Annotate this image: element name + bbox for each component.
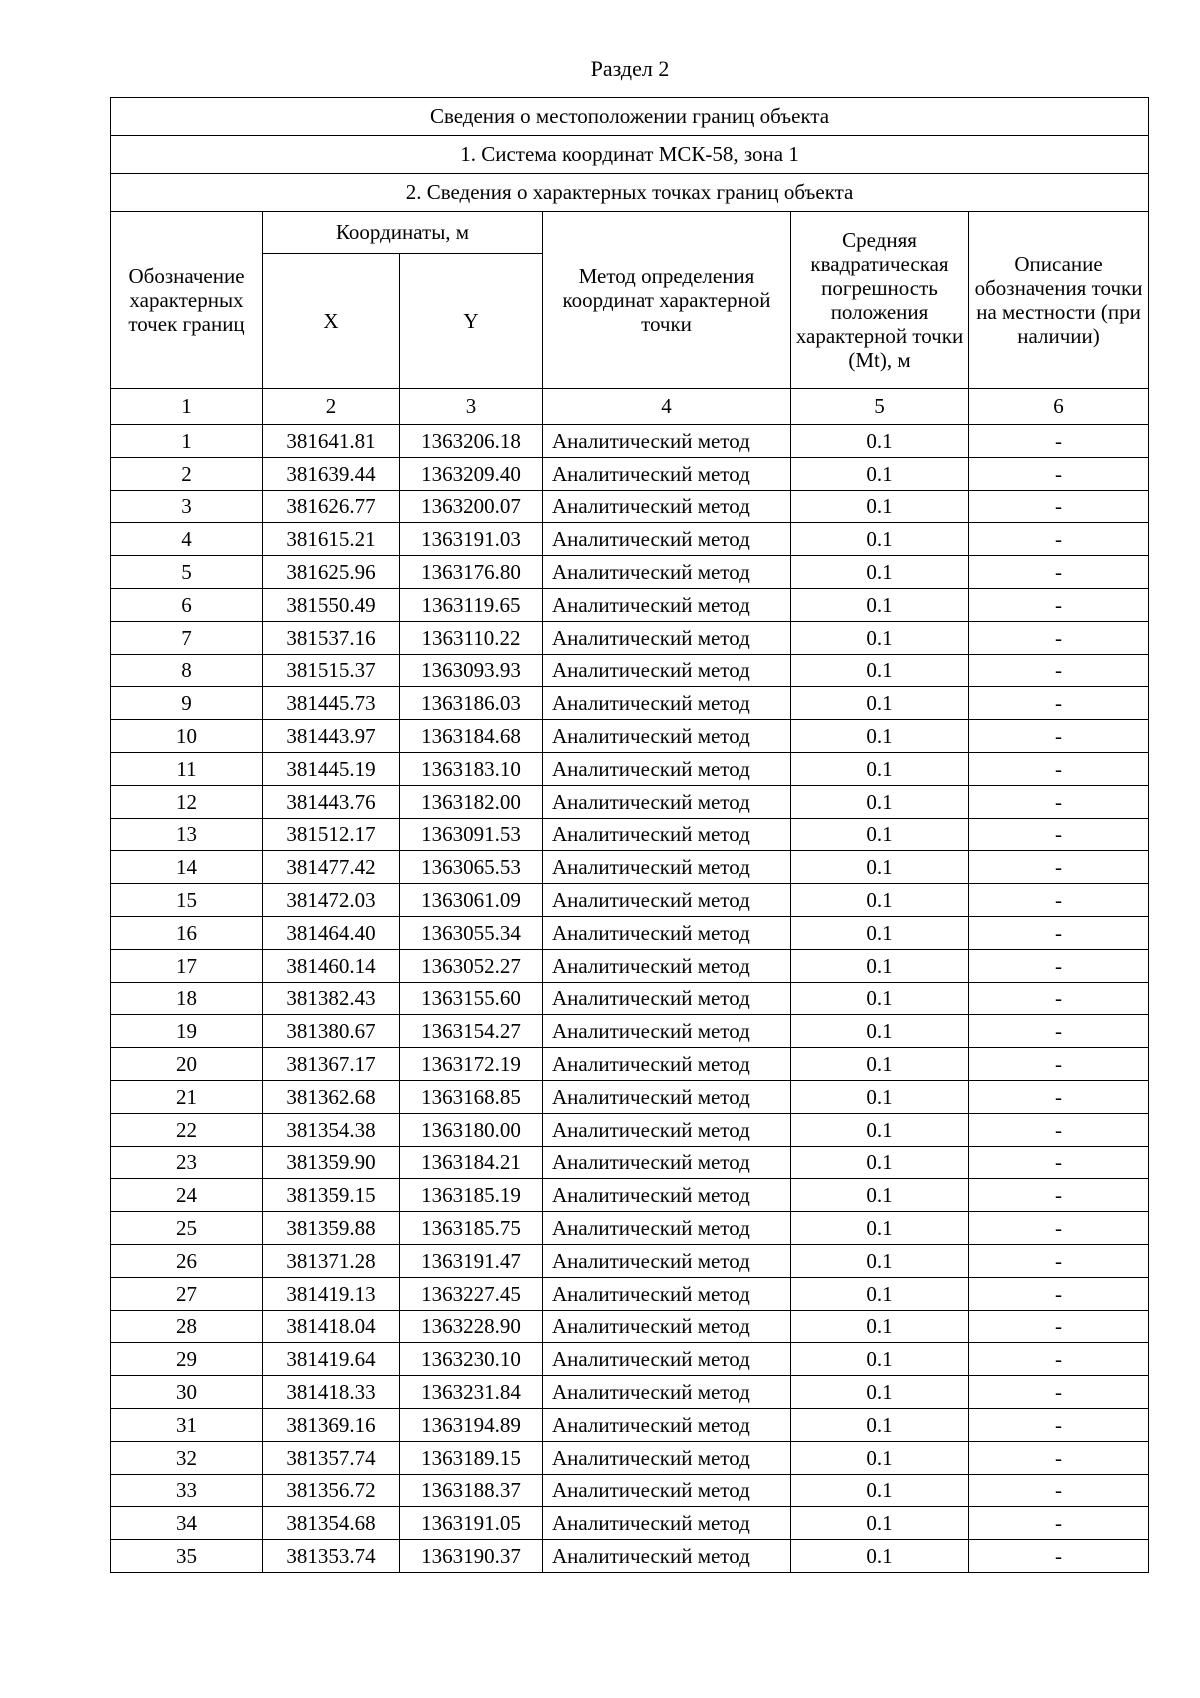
cell-x: 381472.03 [263,884,400,917]
cell-point-number: 17 [111,949,263,982]
table-row [111,752,1149,785]
table-row [111,1376,1149,1409]
cell-x: 381354.38 [263,1113,400,1146]
cell-mt: 0.1 [791,654,969,687]
cell-y: 1363185.75 [400,1212,543,1245]
table-row [111,916,1149,949]
cell-point-number: 27 [111,1277,263,1310]
cell-point-number: 9 [111,687,263,720]
cell-method: Аналитический метод [543,720,791,753]
cell-method: Аналитический метод [543,588,791,621]
table-row [111,1212,1149,1245]
cell-description: - [969,1376,1149,1409]
cell-method: Аналитический метод [543,556,791,589]
cell-description: - [969,949,1149,982]
cell-y: 1363154.27 [400,1015,543,1048]
table-row [111,1179,1149,1212]
cell-y: 1363061.09 [400,884,543,917]
cell-point-number: 31 [111,1408,263,1441]
table-row [111,457,1149,490]
cell-mt: 0.1 [791,621,969,654]
cell-x: 381464.40 [263,916,400,949]
cell-description: - [969,1212,1149,1245]
cell-method: Аналитический метод [543,457,791,490]
cell-mt: 0.1 [791,982,969,1015]
cell-method: Аналитический метод [543,818,791,851]
cell-mt: 0.1 [791,523,969,556]
header-method: Метод определения координат характерной точки [543,212,791,389]
table-row [111,588,1149,621]
cell-x: 381443.76 [263,785,400,818]
cell-description: - [969,1080,1149,1113]
cell-mt: 0.1 [791,1474,969,1507]
cell-point-number: 32 [111,1441,263,1474]
cell-description: - [969,1507,1149,1540]
cell-y: 1363231.84 [400,1376,543,1409]
cell-x: 381515.37 [263,654,400,687]
table-row [111,1146,1149,1179]
cell-point-number: 7 [111,621,263,654]
cell-x: 381625.96 [263,556,400,589]
cell-y: 1363209.40 [400,457,543,490]
table-row [111,1507,1149,1540]
cell-x: 381418.33 [263,1376,400,1409]
cell-mt: 0.1 [791,1113,969,1146]
cell-point-number: 12 [111,785,263,818]
table-row [111,1343,1149,1376]
cell-point-number: 5 [111,556,263,589]
cell-description: - [969,490,1149,523]
cell-mt: 0.1 [791,949,969,982]
cell-x: 381626.77 [263,490,400,523]
cell-x: 381615.21 [263,523,400,556]
cell-y: 1363155.60 [400,982,543,1015]
table-row [111,425,1149,458]
cell-x: 381382.43 [263,982,400,1015]
cell-method: Аналитический метод [543,1376,791,1409]
cell-description: - [969,1474,1149,1507]
cell-description: - [969,884,1149,917]
cell-x: 381418.04 [263,1310,400,1343]
cell-y: 1363200.07 [400,490,543,523]
cell-description: - [969,523,1149,556]
cell-point-number: 22 [111,1113,263,1146]
cell-mt: 0.1 [791,1277,969,1310]
cell-point-number: 3 [111,490,263,523]
cell-method: Аналитический метод [543,752,791,785]
cell-mt: 0.1 [791,916,969,949]
cell-method: Аналитический метод [543,1441,791,1474]
cell-description: - [969,982,1149,1015]
cell-mt: 0.1 [791,851,969,884]
cell-y: 1363206.18 [400,425,543,458]
cell-y: 1363052.27 [400,949,543,982]
cell-method: Аналитический метод [543,523,791,556]
cell-y: 1363172.19 [400,1048,543,1081]
cell-method: Аналитический метод [543,490,791,523]
cell-y: 1363182.00 [400,785,543,818]
cell-mt: 0.1 [791,1146,969,1179]
cell-y: 1363065.53 [400,851,543,884]
cell-mt: 0.1 [791,785,969,818]
cell-point-number: 4 [111,523,263,556]
cell-x: 381359.90 [263,1146,400,1179]
cell-point-number: 10 [111,720,263,753]
cell-mt: 0.1 [791,1015,969,1048]
cell-x: 381380.67 [263,1015,400,1048]
cell-method: Аналитический метод [543,949,791,982]
cell-method: Аналитический метод [543,982,791,1015]
cell-method: Аналитический метод [543,1080,791,1113]
header-description: Описание обозначения точки на местности (при наличии) [969,212,1149,389]
cell-point-number: 35 [111,1540,263,1573]
cell-x: 381537.16 [263,621,400,654]
cell-description: - [969,1113,1149,1146]
cell-method: Аналитический метод [543,1540,791,1573]
cell-mt: 0.1 [791,588,969,621]
table-title: Сведения о местоположении границ объекта [111,98,1149,136]
points-info-title: 2. Сведения о характерных точках границ объекта [111,174,1149,212]
table-row [111,1244,1149,1277]
cell-mt: 0.1 [791,490,969,523]
cell-method: Аналитический метод [543,1113,791,1146]
cell-description: - [969,818,1149,851]
cell-point-number: 20 [111,1048,263,1081]
table-row [111,1048,1149,1081]
cell-x: 381419.13 [263,1277,400,1310]
table-row [111,621,1149,654]
cell-point-number: 16 [111,916,263,949]
cell-x: 381356.72 [263,1474,400,1507]
cell-mt: 0.1 [791,818,969,851]
cell-mt: 0.1 [791,752,969,785]
section-title: Раздел 2 [590,56,670,81]
cell-point-number: 8 [111,654,263,687]
cell-mt: 0.1 [791,556,969,589]
table-row [111,785,1149,818]
cell-x: 381362.68 [263,1080,400,1113]
cell-description: - [969,687,1149,720]
cell-mt: 0.1 [791,425,969,458]
header-coordinates: Координаты, м [263,212,543,254]
cell-y: 1363110.22 [400,621,543,654]
cell-x: 381443.97 [263,720,400,753]
cell-description: - [969,1540,1149,1573]
cell-y: 1363189.15 [400,1441,543,1474]
cell-y: 1363093.93 [400,654,543,687]
cell-method: Аналитический метод [543,1179,791,1212]
cell-method: Аналитический метод [543,1212,791,1245]
table-row [111,720,1149,753]
cell-point-number: 28 [111,1310,263,1343]
column-number: 5 [791,389,969,425]
table-row [111,949,1149,982]
cell-description: - [969,1048,1149,1081]
header-point-designation: Обозначение характерных точек границ [111,212,263,389]
cell-y: 1363168.85 [400,1080,543,1113]
cell-mt: 0.1 [791,1540,969,1573]
cell-mt: 0.1 [791,1343,969,1376]
table-row [111,654,1149,687]
cell-x: 381445.19 [263,752,400,785]
column-number: 4 [543,389,791,425]
cell-mt: 0.1 [791,1080,969,1113]
table-row [111,1441,1149,1474]
cell-y: 1363190.37 [400,1540,543,1573]
column-number-row [111,389,1149,425]
cell-point-number: 19 [111,1015,263,1048]
cell-mt: 0.1 [791,1310,969,1343]
table-row [111,1310,1149,1343]
cell-method: Аналитический метод [543,884,791,917]
cell-x: 381359.88 [263,1212,400,1245]
cell-mt: 0.1 [791,884,969,917]
cell-y: 1363186.03 [400,687,543,720]
cell-y: 1363055.34 [400,916,543,949]
cell-mt: 0.1 [791,1408,969,1441]
cell-x: 381445.73 [263,687,400,720]
cell-y: 1363176.80 [400,556,543,589]
cell-method: Аналитический метод [543,785,791,818]
table-row [111,1015,1149,1048]
cell-x: 381639.44 [263,457,400,490]
table-row [111,556,1149,589]
cell-x: 381354.68 [263,1507,400,1540]
cell-method: Аналитический метод [543,916,791,949]
cell-mt: 0.1 [791,1212,969,1245]
cell-mt: 0.1 [791,1376,969,1409]
cell-x: 381357.74 [263,1441,400,1474]
cell-point-number: 13 [111,818,263,851]
cell-description: - [969,851,1149,884]
cell-x: 381371.28 [263,1244,400,1277]
header-x: X [263,254,400,389]
cell-method: Аналитический метод [543,1277,791,1310]
cell-x: 381512.17 [263,818,400,851]
cell-method: Аналитический метод [543,1146,791,1179]
cell-description: - [969,1244,1149,1277]
cell-x: 381367.17 [263,1048,400,1081]
table-row [111,1474,1149,1507]
cell-x: 381641.81 [263,425,400,458]
cell-description: - [969,654,1149,687]
cell-x: 381359.15 [263,1179,400,1212]
cell-mt: 0.1 [791,1179,969,1212]
cell-y: 1363191.03 [400,523,543,556]
cell-mt: 0.1 [791,1441,969,1474]
cell-method: Аналитический метод [543,425,791,458]
table-row [111,1540,1149,1573]
cell-y: 1363228.90 [400,1310,543,1343]
cell-y: 1363191.05 [400,1507,543,1540]
cell-point-number: 34 [111,1507,263,1540]
table-row [111,851,1149,884]
cell-description: - [969,1015,1149,1048]
cell-point-number: 11 [111,752,263,785]
table-row [111,523,1149,556]
cell-method: Аналитический метод [543,621,791,654]
column-number: 2 [263,389,400,425]
cell-y: 1363091.53 [400,818,543,851]
cell-description: - [969,1343,1149,1376]
cell-method: Аналитический метод [543,1310,791,1343]
cell-mt: 0.1 [791,457,969,490]
cell-description: - [969,720,1149,753]
cell-method: Аналитический метод [543,1474,791,1507]
cell-description: - [969,425,1149,458]
cell-x: 381460.14 [263,949,400,982]
table-row [111,1113,1149,1146]
cell-point-number: 24 [111,1179,263,1212]
cell-method: Аналитический метод [543,1015,791,1048]
cell-mt: 0.1 [791,1048,969,1081]
cell-description: - [969,621,1149,654]
table-row [111,982,1149,1015]
cell-point-number: 6 [111,588,263,621]
column-number: 6 [969,389,1149,425]
cell-description: - [969,457,1149,490]
cell-y: 1363183.10 [400,752,543,785]
cell-description: - [969,916,1149,949]
cell-method: Аналитический метод [543,654,791,687]
cell-y: 1363184.68 [400,720,543,753]
cell-x: 381353.74 [263,1540,400,1573]
cell-point-number: 30 [111,1376,263,1409]
table-row [111,687,1149,720]
cell-description: - [969,1146,1149,1179]
table-row [111,1277,1149,1310]
column-number: 3 [400,389,543,425]
coordinate-system-title: 1. Система координат МСК-58, зона 1 [111,136,1149,174]
cell-method: Аналитический метод [543,851,791,884]
table-row [111,1408,1149,1441]
cell-method: Аналитический метод [543,687,791,720]
cell-mt: 0.1 [791,687,969,720]
cell-x: 381419.64 [263,1343,400,1376]
cell-y: 1363180.00 [400,1113,543,1146]
cell-method: Аналитический метод [543,1048,791,1081]
cell-description: - [969,785,1149,818]
cell-y: 1363184.21 [400,1146,543,1179]
cell-description: - [969,1310,1149,1343]
cell-description: - [969,1179,1149,1212]
cell-point-number: 23 [111,1146,263,1179]
cell-description: - [969,1441,1149,1474]
cell-x: 381477.42 [263,851,400,884]
cell-point-number: 29 [111,1343,263,1376]
table-row [111,1080,1149,1113]
cell-method: Аналитический метод [543,1244,791,1277]
cell-mt: 0.1 [791,1507,969,1540]
cell-x: 381369.16 [263,1408,400,1441]
cell-y: 1363227.45 [400,1277,543,1310]
column-number: 1 [111,389,263,425]
cell-y: 1363194.89 [400,1408,543,1441]
boundary-points-table [110,97,1149,1573]
cell-point-number: 14 [111,851,263,884]
cell-point-number: 18 [111,982,263,1015]
table-row [111,490,1149,523]
cell-description: - [969,556,1149,589]
cell-point-number: 26 [111,1244,263,1277]
cell-mt: 0.1 [791,1244,969,1277]
cell-point-number: 33 [111,1474,263,1507]
cell-point-number: 1 [111,425,263,458]
cell-point-number: 21 [111,1080,263,1113]
table-row [111,884,1149,917]
table-row [111,818,1149,851]
cell-mt: 0.1 [791,720,969,753]
cell-point-number: 25 [111,1212,263,1245]
cell-description: - [969,588,1149,621]
cell-y: 1363119.65 [400,588,543,621]
cell-x: 381550.49 [263,588,400,621]
cell-y: 1363185.19 [400,1179,543,1212]
cell-y: 1363230.10 [400,1343,543,1376]
cell-point-number: 15 [111,884,263,917]
header-y: Y [400,254,543,389]
cell-method: Аналитический метод [543,1507,791,1540]
cell-method: Аналитический метод [543,1408,791,1441]
cell-point-number: 2 [111,457,263,490]
cell-y: 1363191.47 [400,1244,543,1277]
cell-description: - [969,1277,1149,1310]
header-error: Средняя квадратическая погрешность положения характерной точки (Mt), м [791,212,969,389]
cell-description: - [969,1408,1149,1441]
cell-y: 1363188.37 [400,1474,543,1507]
cell-description: - [969,752,1149,785]
cell-method: Аналитический метод [543,1343,791,1376]
